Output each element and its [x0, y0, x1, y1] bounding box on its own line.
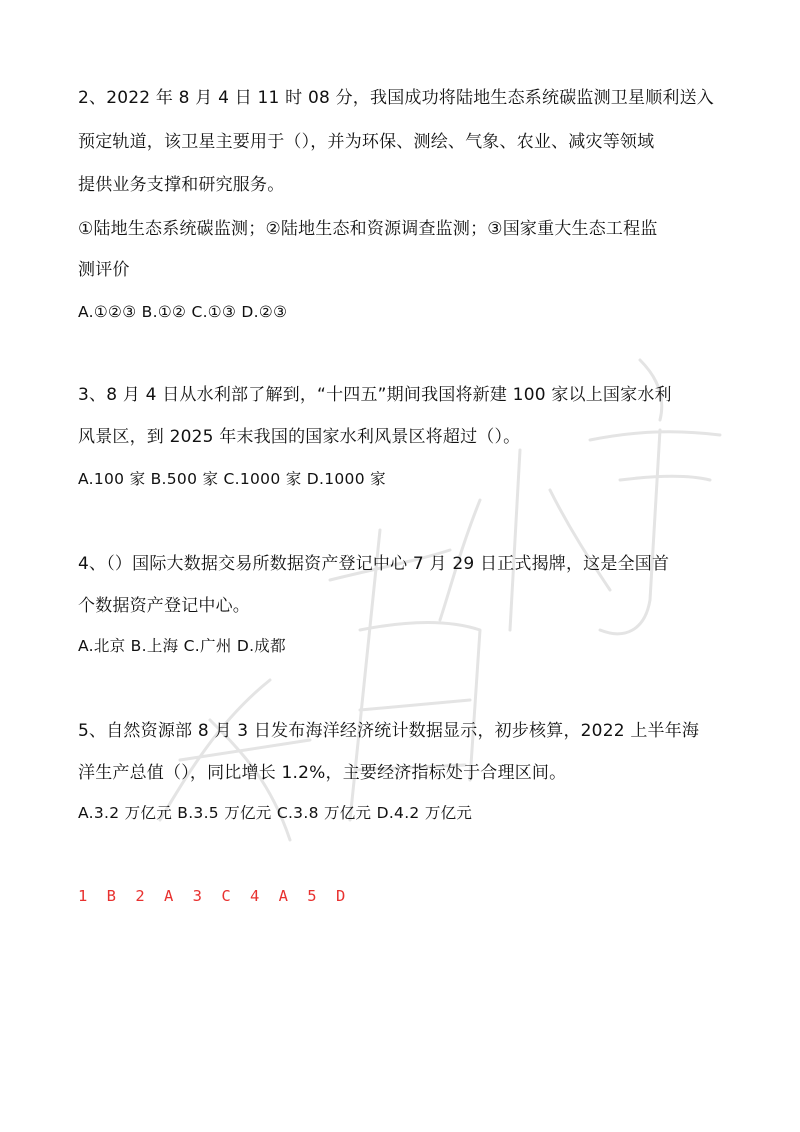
q4-options: A.北京 B.上海 C.广州 D.成都 — [78, 637, 286, 655]
q5-line-1: 5、自然资源部 8 月 3 日发布海洋经济统计数据显示，初步核算，2022 上半年海 — [78, 721, 700, 741]
q2-line-2: 预定轨道，该卫星主要用于（），并为环保、测绘、气象、农业、减灾等领域 — [78, 132, 655, 152]
q4-line-2: 个数据资产登记中心。 — [78, 596, 250, 616]
q5-line-2: 洋生产总值（），同比增长 1.2%，主要经济指标处于合理区间。 — [78, 763, 567, 783]
q3-options: A.100 家 B.500 家 C.1000 家 D.1000 家 — [78, 470, 386, 488]
q2-line-1: 2、2022 年 8 月 4 日 11 时 08 分，我国成功将陆地生态系统碳监测卫星顺利送入 — [78, 88, 715, 108]
q2-line-3: 提供业务支撑和研究服务。 — [78, 175, 285, 195]
q2-options: A.①②③ B.①② C.①③ D.②③ — [78, 303, 288, 321]
q3-line-1: 3、8 月 4 日从水利部了解到，“十四五”期间我国将新建 100 家以上国家水利 — [78, 385, 672, 405]
q2-line-5: 测评价 — [78, 260, 130, 280]
q4-line-1: 4、（）国际大数据交易所数据资产登记中心 7 月 29 日正式揭牌，这是全国首 — [78, 554, 670, 574]
q2-line-4: ①陆地生态系统碳监测；②陆地生态和资源调查监测；③国家重大生态工程监 — [78, 219, 658, 239]
answer-key: 1 B 2 A 3 C 4 A 5 D — [78, 887, 351, 905]
q5-options: A.3.2 万亿元 B.3.5 万亿元 C.3.8 万亿元 D.4.2 万亿元 — [78, 804, 473, 822]
q3-line-2: 风景区，到 2025 年末我国的国家水利风景区将超过（）。 — [78, 427, 521, 447]
